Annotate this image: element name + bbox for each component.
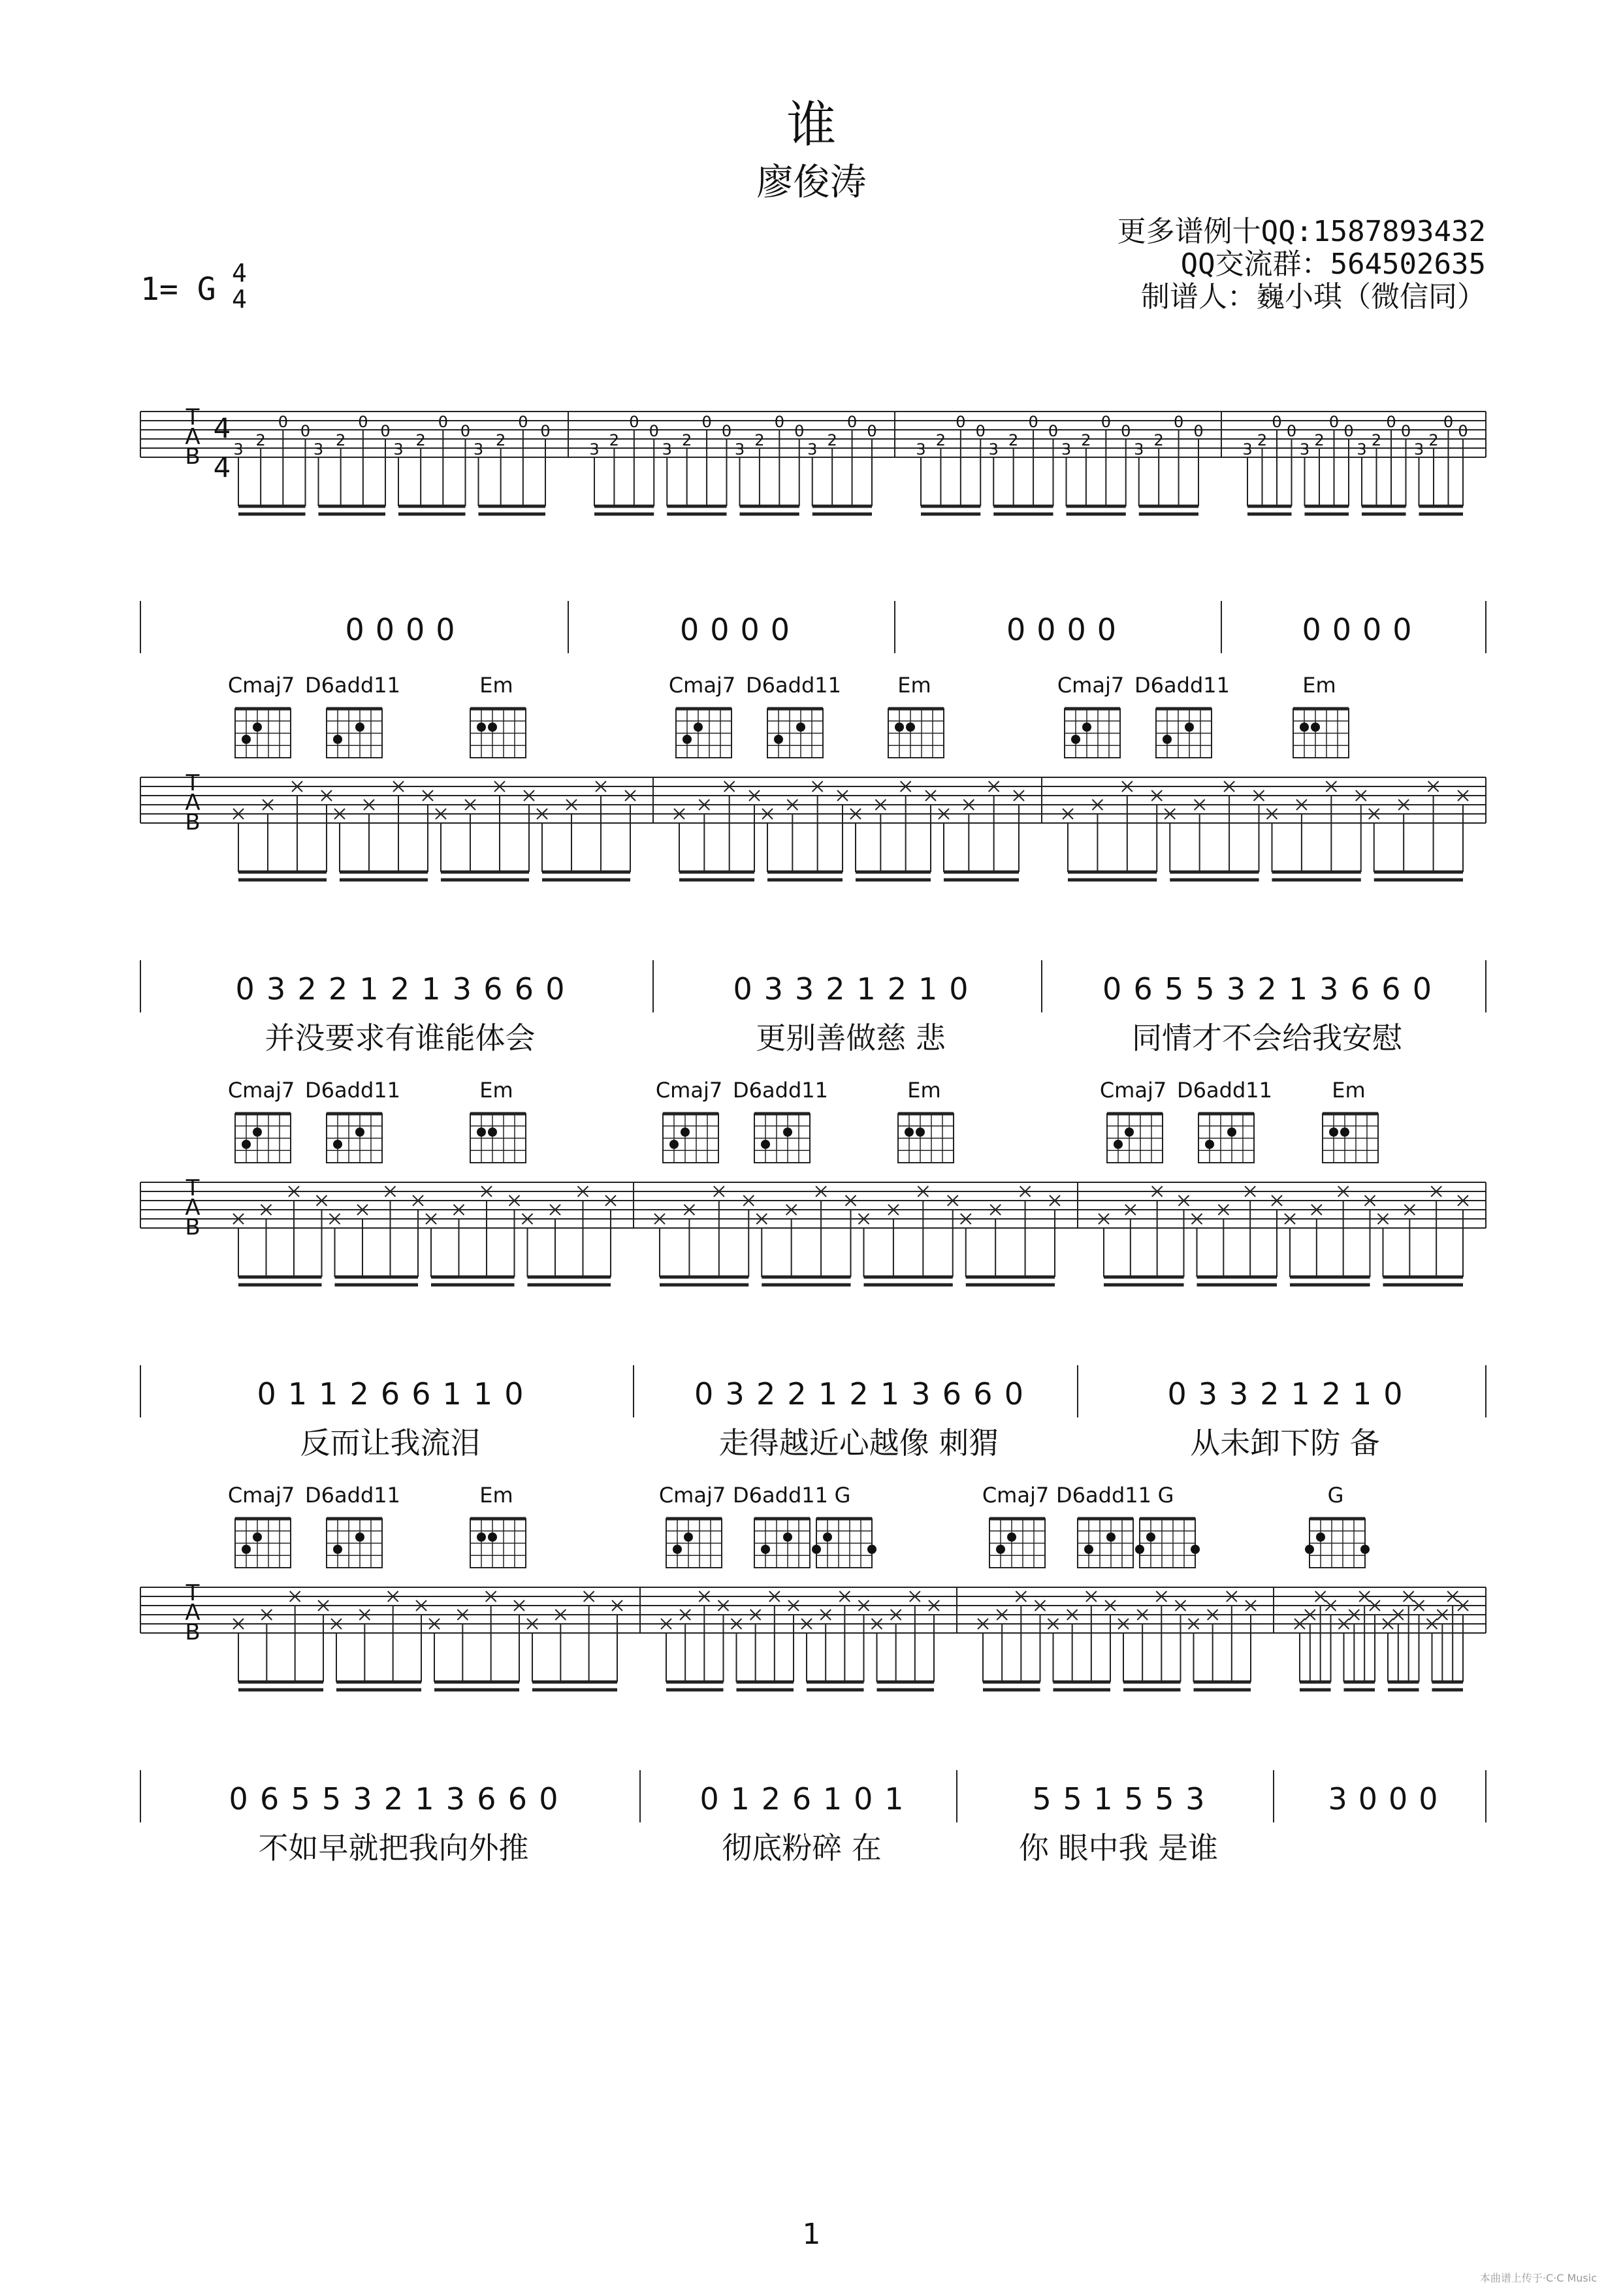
tab-fret-number: 2 [496,431,506,449]
tab-fret-number: 2 [754,431,765,449]
tab-fret-number: 3 [1134,440,1144,459]
tab-fret-number: 2 [1257,431,1268,449]
chord-name: G [834,1483,851,1508]
chord-finger-dot [1305,1545,1314,1554]
chord-finger-dot [823,1532,832,1542]
tab-fret-number: 2 [415,431,426,449]
tab-label: B [185,444,201,470]
tab-fret-number: 2 [827,431,837,449]
tab-fret-number: 0 [518,413,528,431]
chord-finger-dot [1185,722,1194,732]
tab-fret-number: 3 [1413,440,1424,459]
tab-fret-number: 0 [1193,422,1204,440]
numbered-notation-row [140,1365,1486,1461]
tab-fret-number: 3 [734,440,745,459]
info-line-1: 更多谱例十QQ:1587893432 [1117,215,1486,248]
chord-finger-dot [916,1127,925,1137]
tab-staff [140,1175,1486,1285]
tab-fret-number: 2 [682,431,692,449]
tab-fret-number: 3 [1299,440,1310,459]
measure-notation: 0 0 0 0 [1006,612,1116,647]
chord-diagram [1177,1078,1272,1163]
chord-diagram [888,673,944,758]
chord-finger-dot [1300,722,1309,732]
chord-diagram [746,673,841,758]
song-title: 谁 [786,95,837,154]
tab-fret-number: 3 [473,440,484,459]
chord-name: Em [479,673,513,698]
chord-finger-dot [355,1532,364,1542]
chord-finger-dot [669,1140,679,1149]
chord-name: D6add11 [305,673,400,698]
chord-diagram [656,1078,722,1163]
chord-finger-dot [1340,1127,1349,1137]
tab-fret-number: 0 [1286,422,1297,440]
tab-fret-number: 0 [1443,413,1454,431]
chord-finger-dot [333,1545,342,1554]
tab-label: B [185,1214,201,1240]
chord-finger-dot [488,722,497,732]
chord-diagram [898,1078,954,1163]
tab-fret-number: 0 [540,422,551,440]
measure-notation: 0 3 3 2 1 2 1 0 [733,971,969,1007]
chord-diagram [305,1078,400,1163]
tab-fret-number: 3 [1061,440,1072,459]
tab-staff [140,1580,1486,1690]
chord-diagram [1323,1078,1378,1163]
tab-fret-number: 3 [313,440,324,459]
tab-fret-number: 2 [609,431,620,449]
chord-name: Em [1332,1078,1366,1103]
tab-fret-number: 0 [1048,422,1059,440]
chord-finger-dot [1146,1532,1155,1542]
tab-fret-number: 3 [988,440,999,459]
chord-name: Em [479,1078,513,1103]
chord-finger-dot [1360,1545,1370,1554]
chord-finger-dot [1106,1532,1116,1542]
chord-finger-dot [774,735,783,744]
tab-fret-number: 3 [233,440,244,459]
chord-diagram [305,1483,400,1568]
chord-name: D6add11 [1177,1078,1272,1103]
tab-fret-number: 3 [393,440,404,459]
chord-diagram [228,1483,295,1568]
tab-fret-number: 0 [701,413,712,431]
measure-lyrics: 不如早就把我向外推 [258,1830,529,1866]
tab-fret-number: 0 [1386,413,1396,431]
chord-finger-dot [812,1545,821,1554]
chord-finger-dot [1114,1140,1123,1149]
chord-name: Cmaj7 [668,673,736,698]
tab-label: T [185,1580,200,1606]
tab-fret-number: 0 [649,422,659,440]
chord-diagram [1100,1078,1166,1163]
info-line-2: QQ交流群：564502635 [1180,248,1486,281]
chord-diagram [1134,673,1230,758]
watermark: 本曲谱上传于·C·C Music [1479,2272,1597,2284]
chord-finger-dot [673,1545,682,1554]
measure-notation: 0 3 2 2 1 2 1 3 6 6 0 [235,971,565,1007]
tab-fret-number: 0 [1400,422,1411,440]
chord-name: Cmaj7 [655,1078,723,1103]
tab-label: B [185,1619,201,1645]
chord-finger-dot [1135,1545,1144,1554]
chord-finger-dot [905,1127,914,1137]
chord-finger-dot [242,1140,251,1149]
chord-finger-dot [684,1532,693,1542]
chord-finger-dot [1082,722,1091,732]
chord-finger-dot [1163,735,1172,744]
chord-diagram [1293,673,1349,758]
tab-fret-number: 0 [278,413,288,431]
tab-fret-number: 2 [935,431,946,449]
chord-finger-dot [253,1127,262,1137]
chord-finger-dot [488,1532,497,1542]
chord-finger-dot [783,1127,792,1137]
tab-label: A [185,424,201,450]
chord-diagram [733,1078,828,1163]
time-sig-bottom: 4 [232,285,247,314]
tab-fret-number: 0 [1272,413,1282,431]
tab-fret-number: 0 [1028,413,1038,431]
chord-finger-dot [242,735,251,744]
chord-diagram [305,673,400,758]
tab-fret-number: 2 [1081,431,1091,449]
measure-lyrics: 同情才不会给我安慰 [1132,1020,1402,1056]
tab-fret-number: 0 [794,422,805,440]
tab-fret-number: 2 [1153,431,1164,449]
chord-finger-dot [1191,1545,1200,1554]
measure-notation: 0 1 2 6 1 0 1 [699,1781,904,1817]
measure-lyrics: 彻底粉碎 在 [722,1830,882,1866]
tab-fret-number: 0 [460,422,471,440]
chord-name: Em [897,673,931,698]
tab-fret-number: 0 [774,413,784,431]
chord-name: D6add11 [733,1483,828,1508]
chord-finger-dot [253,722,262,732]
chord-finger-dot [477,1532,486,1542]
chord-finger-dot [796,722,805,732]
chord-name: D6add11 [305,1483,400,1508]
tab-fret-number: 0 [629,413,639,431]
key-signature: 1= G [140,271,216,308]
tab-fret-number: 0 [1328,413,1340,431]
measure-notation: 0 6 5 5 3 2 1 3 6 6 0 [1102,971,1432,1007]
tab-fret-number: 0 [1173,413,1184,431]
chord-finger-dot [253,1532,262,1542]
chord-finger-dot [1311,722,1320,732]
tab-label: A [185,790,201,816]
chord-finger-dot [867,1545,876,1554]
chord-finger-dot [1007,1532,1016,1542]
measure-notation: 3 0 0 0 [1328,1781,1438,1817]
tab-label: T [185,404,200,430]
measure-lyrics: 并没要求有谁能体会 [265,1020,536,1056]
measure-notation: 0 1 1 2 6 6 1 1 0 [257,1376,524,1412]
measure-notation: 0 3 3 2 1 2 1 0 [1167,1376,1403,1412]
artist-name: 廖俊涛 [756,161,867,204]
chord-finger-dot [477,722,486,732]
chord-finger-dot [1329,1127,1338,1137]
chord-finger-dot [355,1127,364,1137]
chord-name: Em [479,1483,513,1508]
chord-finger-dot [333,735,342,744]
chord-finger-dot [761,1545,770,1554]
chord-name: Cmaj7 [227,673,295,698]
tab-fret-number: 3 [1242,440,1253,459]
tab-label: T [185,1175,200,1201]
chord-finger-dot [895,722,904,732]
chord-name: Cmaj7 [982,1483,1050,1508]
tab-fret-number: 2 [336,431,346,449]
tab-time-sig-bottom: 4 [213,451,231,483]
tab-fret-number: 2 [255,431,266,449]
chord-diagram [982,1483,1049,1568]
measure-lyrics: 反而让我流泪 [300,1425,481,1461]
chord-diagram [228,1078,295,1163]
chord-finger-dot [783,1532,792,1542]
tab-fret-number: 2 [1371,431,1382,449]
chord-name: Cmaj7 [1057,673,1125,698]
chord-name: Em [907,1078,941,1103]
chord-diagram [659,1483,726,1568]
chord-finger-dot [694,722,703,732]
numbered-notation-row [140,601,1486,653]
tab-fret-number: 3 [807,440,818,459]
tab-label: A [185,1195,201,1221]
measure-lyrics: 更别善做慈 悲 [756,1020,946,1056]
tab-label: T [185,770,200,796]
chord-diagram [228,673,295,758]
tab-fret-number: 3 [589,440,600,459]
chord-finger-dot [1071,735,1080,744]
chord-name: D6add11 [1056,1483,1151,1508]
chord-name: Em [1302,673,1336,698]
measure-notation: 0 0 0 0 [1302,612,1412,647]
chord-finger-dot [1125,1127,1134,1137]
chord-finger-dot [1205,1140,1214,1149]
chord-finger-dot [1227,1127,1236,1137]
chord-diagram [669,673,735,758]
chord-finger-dot [1316,1532,1325,1542]
chord-diagram [1305,1483,1370,1568]
tab-fret-number: 3 [662,440,672,459]
tab-fret-number: 0 [1121,422,1131,440]
tab-fret-number: 0 [1458,422,1468,440]
chord-diagram [470,1483,526,1568]
tab-fret-number: 0 [1101,413,1111,431]
chord-name: D6add11 [746,673,841,698]
chord-name: Cmaj7 [227,1483,295,1508]
measure-lyrics: 你 眼中我 是谁 [1018,1830,1219,1866]
tab-fret-number: 0 [1343,422,1354,440]
measure-notation: 0 0 0 0 [345,612,455,647]
chord-name: G [1327,1483,1344,1508]
measure-notation: 0 6 5 5 3 2 1 3 6 6 0 [229,1781,558,1817]
chord-finger-dot [761,1140,770,1149]
chord-finger-dot [996,1545,1005,1554]
tab-fret-number: 0 [867,422,877,440]
time-sig-top: 4 [232,259,247,287]
tab-fret-number: 2 [1314,431,1325,449]
chord-finger-dot [681,1127,690,1137]
chord-finger-dot [488,1127,497,1137]
tab-fret-number: 2 [1428,431,1439,449]
tab-fret-number: 2 [1008,431,1019,449]
measure-lyrics: 从未卸下防 备 [1190,1425,1380,1461]
page-number: 1 [802,2218,821,2251]
chord-diagram [733,1483,828,1568]
tab-label: A [185,1600,201,1626]
chord-finger-dot [1084,1545,1093,1554]
tab-fret-number: 0 [438,413,448,431]
chord-name: D6add11 [1134,673,1230,698]
tab-fret-number: 0 [846,413,858,431]
tab-fret-number: 3 [916,440,926,459]
tab-fret-number: 0 [358,413,368,431]
tab-fret-number: 0 [300,422,311,440]
tab-label: B [185,809,201,835]
measure-lyrics: 走得越近心越像 刺猬 [718,1425,999,1461]
tab-staff [140,770,1486,880]
tab-fret-number: 0 [975,422,986,440]
chord-name: Cmaj7 [658,1483,726,1508]
chord-diagram [1056,1483,1151,1568]
tab-staff [140,404,1486,514]
info-line-3: 制谱人：巍小琪（微信同） [1141,280,1486,314]
chord-name: D6add11 [733,1078,828,1103]
chord-finger-dot [333,1140,342,1149]
chord-name: G [1157,1483,1174,1508]
numbered-notation-row [140,1770,1486,1866]
tab-fret-number: 0 [380,422,391,440]
chord-finger-dot [242,1545,251,1554]
chord-diagram [1057,673,1124,758]
tab-time-sig-top: 4 [213,412,231,444]
chord-finger-dot [355,722,364,732]
tab-fret-number: 0 [721,422,732,440]
tab-fret-number: 0 [956,413,966,431]
chord-finger-dot [477,1127,486,1137]
chord-name: D6add11 [305,1078,400,1103]
measure-notation: 5 5 1 5 5 3 [1032,1781,1205,1817]
chord-name: Cmaj7 [1099,1078,1167,1103]
chord-finger-dot [906,722,915,732]
chord-finger-dot [683,735,692,744]
measure-notation: 0 0 0 0 [680,612,790,647]
numbered-notation-row [140,960,1486,1056]
tab-fret-number: 3 [1357,440,1367,459]
chord-name: Cmaj7 [227,1078,295,1103]
chord-diagram [470,673,526,758]
measure-notation: 0 3 2 2 1 2 1 3 6 6 0 [694,1376,1023,1412]
chord-diagram [470,1078,526,1163]
